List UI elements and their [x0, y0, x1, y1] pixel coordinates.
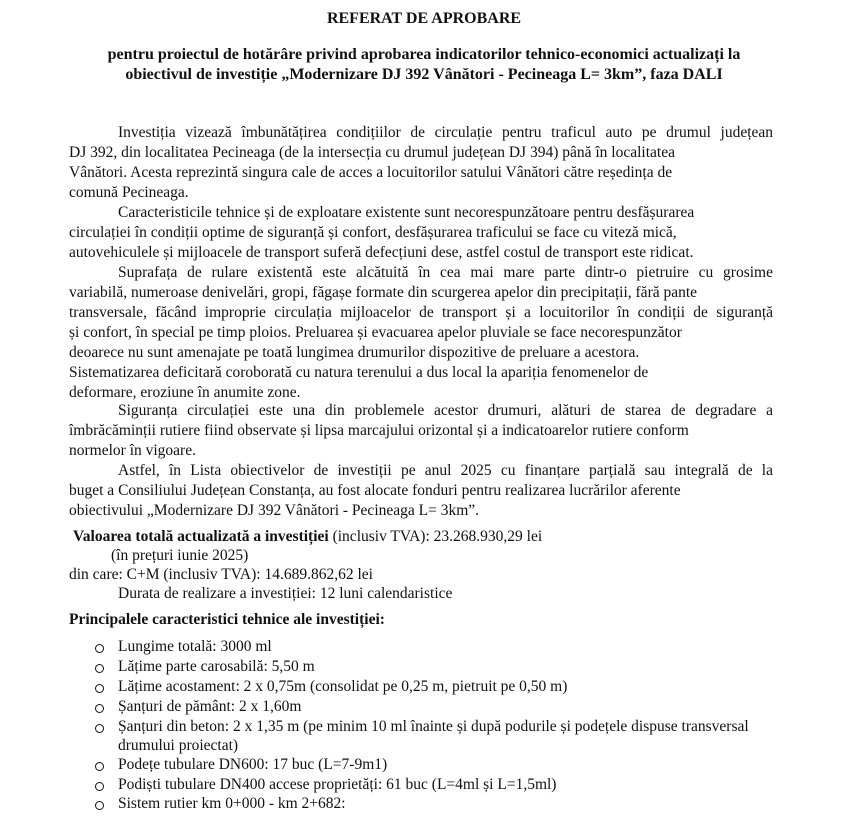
document-subtitle-line-2: obiectivul de investiție „Modernizare DJ 392 Vânători - Pecineaga L= 3km”, faza DALI: [125, 66, 723, 83]
bullet-icon: [95, 801, 104, 810]
paragraph-3-line-4: și confort, în special pe timp ploios. Preluarea și evacuarea apelor pluviale se face necorespunzător: [69, 324, 682, 341]
bullet-icon: [95, 782, 104, 791]
paragraph-5-line-2: buget a Consiliului Județean Constanța, au fost alocate fonduri pentru realizarea lucrărilor aferente: [69, 482, 681, 499]
bullet-icon: [95, 664, 104, 673]
paragraph-4-line-2: îmbrăcăminții rutiere fiind observate și lipsa marcajului orizontal și a indicatoarelor rutiere conform: [69, 422, 689, 439]
total-value-line: [73, 528, 542, 546]
duration-value: Durata de realizare a investiției: 12 luni calendaristice: [118, 585, 453, 602]
total-value-amount: (inclusiv TVA): 23.268.930,29 lei: [328, 528, 543, 545]
paragraph-4-line-3: normelor în vigoare.: [69, 442, 196, 459]
paragraph-3-line-1: Suprafața de rulare existentă este alcătuită în cea mai mare parte dintr-o pietruire cu grosime: [118, 264, 773, 281]
characteristic-item-1: Lungime totală: 3000 ml: [118, 638, 272, 655]
paragraph-3-line-7: deformare, eroziune în anumite zone.: [69, 384, 301, 401]
total-value-label: Valoarea totală actualizată a investiției: [73, 528, 329, 545]
characteristic-item-2: Lățime parte carosabilă: 5,50 m: [118, 658, 315, 675]
prices-note: (în prețuri iunie 2025): [111, 547, 249, 564]
characteristic-item-6: Podețe tubulare DN600: 17 buc (L=7-9m1): [118, 756, 388, 773]
paragraph-1-line-1: Investiția vizează îmbunătățirea condițiilor de circulație pentru traficul auto pe drumul județean: [118, 124, 774, 141]
characteristic-item-3: Lățime acostament: 2 x 0,75m (consolidat pe 0,25 m, pietruit pe 0,50 m): [118, 678, 568, 695]
characteristic-item-5: Șanțuri din beton: 2 x 1,35 m (pe minim 10 ml înainte și după podurile și podețele dispuse transversal: [118, 718, 749, 735]
paragraph-1-line-3: Vânători. Acesta reprezintă singura cale de acces a locuitorilor satului Vânători către reședința de: [69, 164, 673, 181]
characteristic-item-8: Sistem rutier km 0+000 - km 2+682:: [118, 795, 346, 812]
cm-value: din care: C+M (inclusiv TVA): 14.689.862,62 lei: [69, 566, 373, 583]
bullet-icon: [95, 644, 104, 653]
paragraph-1-line-4: comună Pecineaga.: [69, 184, 189, 201]
paragraph-1-line-2: DJ 392, din localitatea Pecineaga (de la intersecția cu drumul județean DJ 394) până în localitatea: [69, 144, 675, 161]
paragraph-3-line-6: Sistematizarea deficitară coroborată cu natura terenului a dus local la apariția fenomenelor de: [69, 364, 649, 381]
characteristic-item-7: Podiști tubulare DN400 accese proprietăți: 61 buc (L=4ml și L=1,5ml): [118, 776, 557, 793]
bullet-icon: [95, 704, 104, 713]
bullet-icon: [95, 724, 104, 733]
characteristics-heading: Principalele caracteristici tehnice ale investiției:: [69, 611, 385, 628]
paragraph-2-line-3: autovehiculele și mijloacele de transport suferă defecțiuni dese, astfel costul de transport este ridicat.: [69, 244, 694, 261]
paragraph-2-line-1: Caracteristicile tehnice și de exploatare existente sunt necorespunzătoare pentru desfășurarea: [118, 204, 695, 221]
bullet-icon: [95, 762, 104, 771]
paragraph-3-line-2: variabilă, numeroase denivelări, gropi, făgașe formate din scurgerea apelor din precipitații, fără pante: [69, 284, 698, 301]
paragraph-4-line-1: Siguranța circulației este una din problemele acestor drumuri, alături de starea de degradare a: [118, 402, 773, 419]
characteristic-item-5-continuation: drumului proiectat): [118, 737, 239, 754]
document-subtitle-line-1: pentru proiectul de hotărâre privind aprobarea indicatorilor tehnico-economici actualizați la: [107, 46, 741, 63]
paragraph-3-line-5: deoarece nu sunt amenajate pe toată lungimea drumurilor dispozitive de preluare a acestora.: [69, 344, 640, 361]
paragraph-3-line-3: transversale, făcând improprie circulația mijloacelor de transport și a locuitorilor în condiții de siguranță: [69, 304, 774, 321]
paragraph-5-line-3: obiectivului „Modernizare DJ 392 Vânători - Pecineaga L= 3km”.: [69, 502, 480, 519]
bullet-icon: [95, 684, 104, 693]
characteristic-item-4: Șanțuri de pământ: 2 x 1,60m: [118, 698, 302, 715]
paragraph-5-line-1: Astfel, în Lista obiectivelor de investiții pe anul 2025 cu finanțare parțială sau integrală de la: [118, 462, 773, 479]
document-title: REFERAT DE APROBARE: [326, 10, 522, 27]
paragraph-2-line-2: circulației în condiții optime de siguranță și confort, desfășurarea traficului se face cu viteză mică,: [69, 224, 677, 241]
